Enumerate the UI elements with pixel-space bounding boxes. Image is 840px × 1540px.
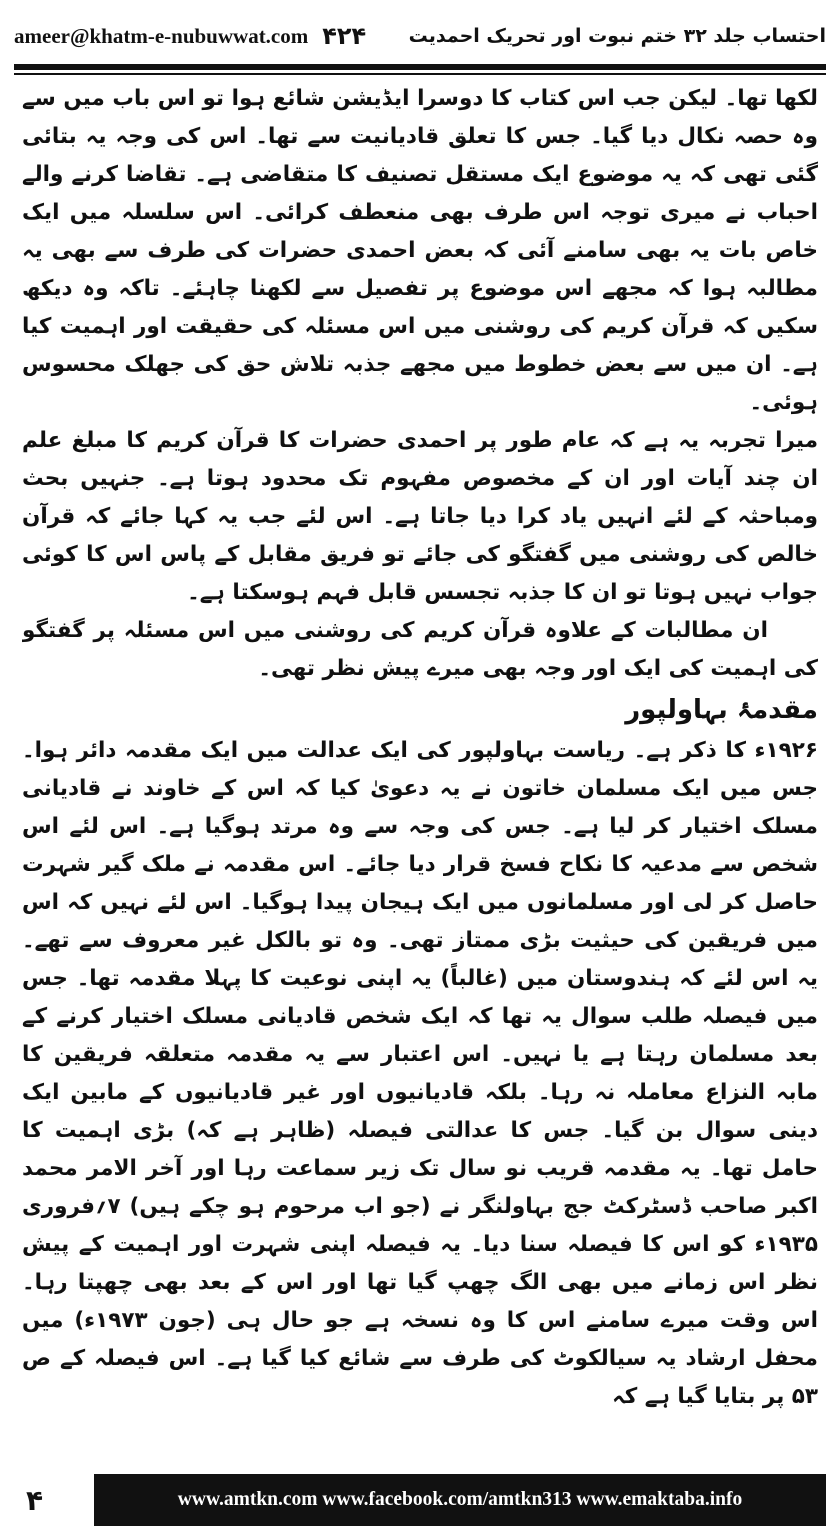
header-rule-thin	[14, 73, 826, 75]
page-footer	[14, 1474, 826, 1526]
section-heading: مقدمۂ بہاولپور	[625, 695, 818, 725]
footer-page-number: ۴	[14, 1474, 94, 1526]
header-rule-thick	[14, 64, 826, 70]
paragraph-2: میرا تجربہ یہ ہے کہ عام طور پر احمدی حضرات کا قرآن کریم کا مبلغ علم ان چند آیات اور ان کے مخصوص مفہوم تک محدود ہوتا ہے۔ جنہیں بحث ومباحثہ کے لئے انہیں یاد کرا دیا جاتا ہے۔ اس لئے جب یہ کہا جائے کہ قرآن خالص کی روشنی میں گفتگو کی جائے تو فریق مقابل کے پاس اس کا کوئی جواب نہیں ہوتا تو ان کا جذبہ تجسس قابل فہم ہوسکتا ہے۔	[22, 428, 818, 605]
paragraph-1: لکھا تھا۔ لیکن جب اس کتاب کا دوسرا ایڈیشن شائع ہوا تو اس باب میں سے وہ حصہ نکال دیا گیا۔ جس کا تعلق قادیانیت سے تھا۔ اس کی وجہ یہ بتائی گئی تھی کہ یہ موضوع ایک مستقل تصنیف کا متقاضی ہے۔ تقاضا کرنے والے احباب نے میری توجہ اس طرف بھی منعطف کرائی۔ اس سلسلہ میں ایک خاص بات یہ بھی سامنے آئی کہ بعض احمدی حضرات کی طرف سے بھی یہ مطالبہ ہوا کہ مجھے اس موضوع پر تفصیل سے لکھنا چاہئے۔ تاکہ وہ دیکھ سکیں کہ قرآن کریم کی روشنی میں اس مسئلہ کی حقیقت اور اہمیت کیا ہے۔ ان میں سے بعض خطوط میں مجھے جذبہ تلاش حق کی جھلک محسوس ہوئی۔	[22, 86, 818, 415]
section-paragraph: ۱۹۲۶ء کا ذکر ہے۔ ریاست بہاولپور کی ایک عدالت میں ایک مقدمہ دائر ہوا۔ جس میں ایک مسلمان خاتون نے یہ دعویٰ کیا کہ اس کے خاوند نے قادیانی مسلک اختیار کر لیا ہے۔ جس کی وجہ سے وہ مرتد ہوگیا ہے۔ اس لئے اس شخص سے مدعیہ کا نکاح فسخ قرار دیا جائے۔ اس مقدمہ نے ملک گیر شہرت حاصل کر لی اور مسلمانوں میں ایک ہیجان پیدا ہوگیا۔ اس لئے نہیں کہ اس میں فریقین کی حیثیت بڑی ممتاز تھی۔ وہ تو بالکل غیر معروف سے تھے۔ یہ اس لئے کہ ہندوستان میں (غالباً) یہ اپنی نوعیت کا پہلا مقدمہ تھا۔ جس میں فیصلہ طلب سوال یہ تھا کہ ایک شخص قادیانی مسلک اختیار کرنے کے بعد مسلمان رہتا ہے یا نہیں۔ اس اعتبار سے یہ مقدمہ متعلقہ فریقین کا مابہ النزاع معاملہ نہ رہا۔ بلکہ قادیانیوں اور غیر قادیانیوں کے مابین ایک دینی سوال بن گیا۔ جس کا عدالتی فیصلہ (ظاہر ہے کہ) بڑی اہمیت کا حامل تھا۔ یہ مقدمہ قریب نو سال تک زیر سماعت رہا اور آخر الامر محمد اکبر صاحب ڈسٹرکٹ جج بہاولنگر نے (جو اب مرحوم ہو چکے ہیں) ۷؍فروری ۱۹۳۵ء کو اس کا فیصلہ سنا دیا۔ یہ فیصلہ اپنی شہرت اور اہمیت کے پیش نظر اس زمانے میں بھی الگ چھپ گیا تھا اور اس کے بعد بھی چھپتا رہا۔ اس وقت میرے سامنے اس کا وہ نسخہ ہے جو حال ہی (جون ۱۹۷۳ء) میں محفل ارشاد یہ سیالکوٹ کی طرف سے شائع کیا گیا ہے۔ اس فیصلہ کے ص ۵۳ پر بتایا گیا ہے کہ	[22, 738, 818, 1409]
header-email[interactable]: ameer@khatm-e-nubuwwat.com	[14, 23, 309, 48]
page-body	[22, 80, 818, 1430]
page-header	[14, 14, 826, 58]
header-book-title: احتساب جلد ۳۲ ختم نبوت اور تحریک احمدیت	[408, 25, 826, 47]
paragraph-3: ان مطالبات کے علاوہ قرآن کریم کی روشنی میں اس مسئلہ پر گفتگو کی اہمیت کی ایک اور وجہ بھی میرے پیش نظر تھی۔	[22, 618, 818, 681]
header-page-number: ۴۲۴	[322, 22, 367, 50]
header-left	[14, 22, 366, 50]
footer-website-links[interactable]: www.amtkn.com www.facebook.com/amtkn313 www.emaktaba.info	[177, 1489, 743, 1510]
